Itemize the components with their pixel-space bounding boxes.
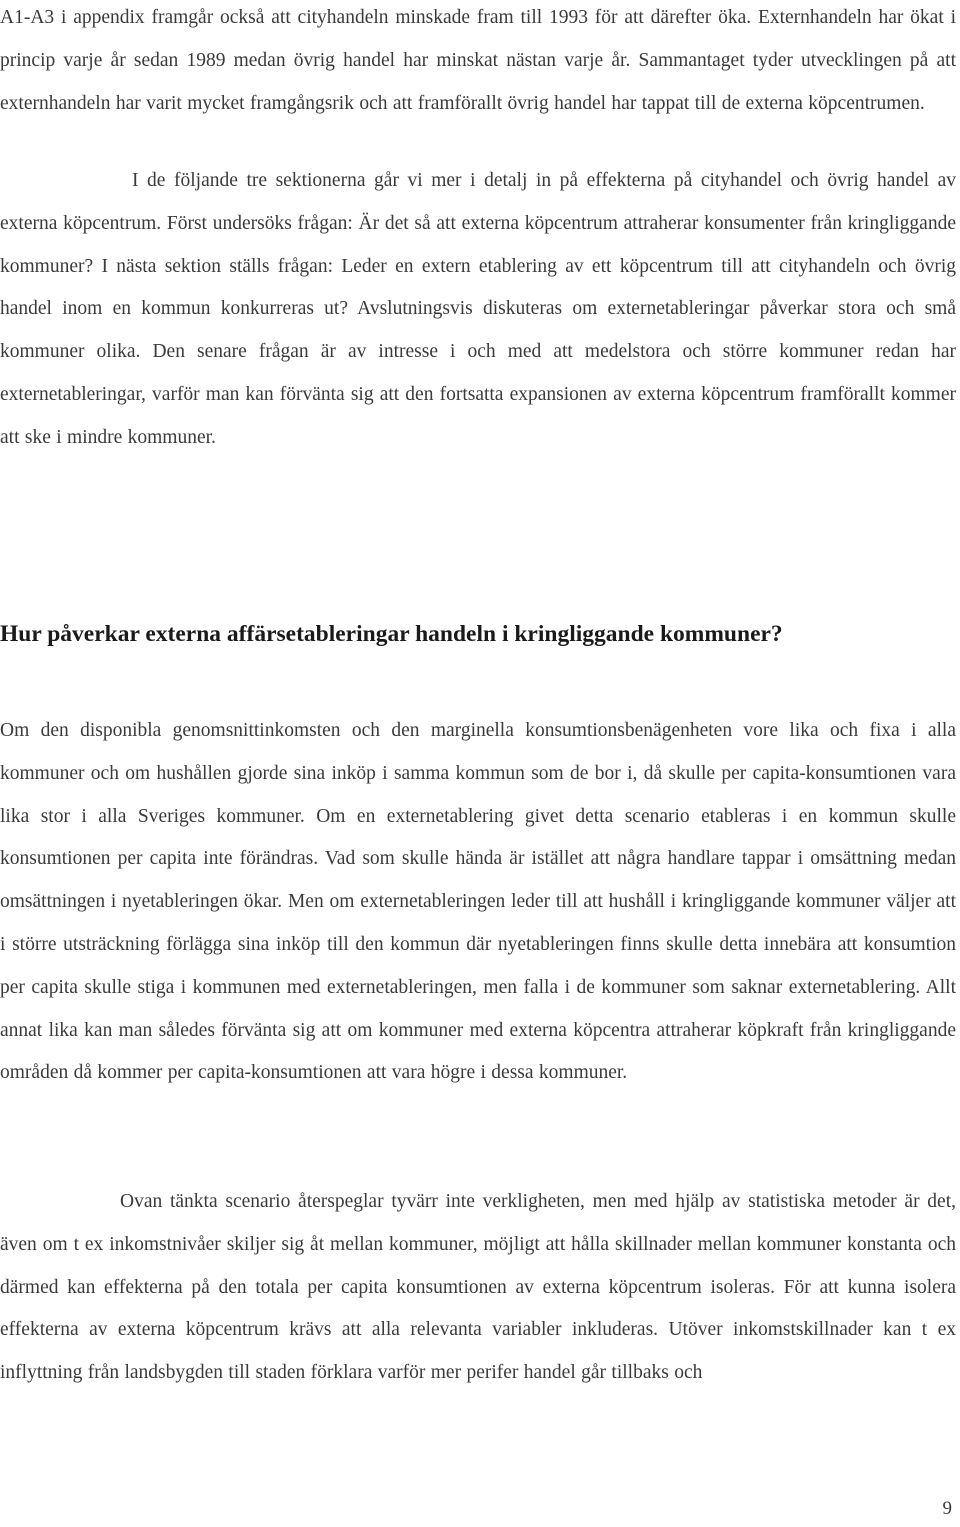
paragraph-scenario: Om den disponibla genomsnittinkomsten och den marginella konsumtionsbenägenheten vore lika och fixa i alla kommuner och om hushållen gjorde sina inköp i samma kommun som de bor i, då skulle per capita-konsumtionen vara lika stor i alla Sveriges kommuner. Om en externetablering givet detta scenario etableras i en kommun skulle konsumtionen per capita inte förändras. Vad som skulle hända är istället att några handlare tappar i omsättning medan omsättningen i nyetableringen ökar. Men om externetableringen leder till att hushåll i kringliggande kommuner väljer att i större utsträckning förlägga sina inköp till den kommun där nyetableringen finns skulle detta innebära att konsumtion per capita skulle stiga i kommunen med externetableringen, men falla i de kommuner som saknar externetablering. Allt annat lika kan man således förvänta sig att om kommuner med externa köpcentra attraherar köpkraft från kringliggande områden då kommer per capita-konsumtionen att vara högre i dessa kommuner. [0, 720, 956, 1084]
paragraph-sections-overview: I de följande tre sektionerna går vi mer i detalj in på effekterna på cityhandel och övrig handel av externa köpcentrum. Först undersöks frågan: Är det så att externa köpcentrum attraherar konsumenter från kringliggande kommuner? I nästa sektion ställs frågan: Leder en extern etablering av ett köpcentrum till att cityhandeln och övrig handel inom en kommun konkurreras ut? Avslutningsvis diskuteras om externetableringar påverkar stora och små kommuner olika. Den senare frågan är av intresse i och med att medelstora och större kommuner redan har externetableringar, varför man kan förvänta sig att den fortsatta expansionen av externa köpcentrum framförallt kommer att ske i mindre kommuner. [0, 170, 956, 448]
paragraph-statistical-methods: Ovan tänkta scenario återspeglar tyvärr inte verkligheten, men med hjälp av statistiska metoder är det, även om t ex inkomstnivåer skiljer sig åt mellan kommuner, möjligt att hålla skillnader mellan kommuner konstanta och därmed kan effekterna på den totala per capita konsumtionen av externa köpcentrum isoleras. För att kunna isolera effekterna av externa köpcentrum krävs att alla relevanta variabler inkluderas. Utöver inkomstskillnader kan t ex inflyttning från landsbygden till staden förklara varför mer perifer handel går tillbaks och [0, 1191, 956, 1384]
section-heading: Hur påverkar externa affärsetableringar handeln i kringliggande kommuner? [0, 621, 783, 647]
paragraph-intro: A1-A3 i appendix framgår också att cityhandeln minskade fram till 1993 för att därefter öka. Externhandeln har ökat i princip varje år sedan 1989 medan övrig handel har minskat nästan varje år. Sammantaget tyder utvecklingen på att externhandeln har varit mycket framgångsrik och att framförallt övrig handel har tappat till de externa köpcentrumen. [0, 7, 956, 114]
page-number: 9 [942, 1498, 952, 1519]
